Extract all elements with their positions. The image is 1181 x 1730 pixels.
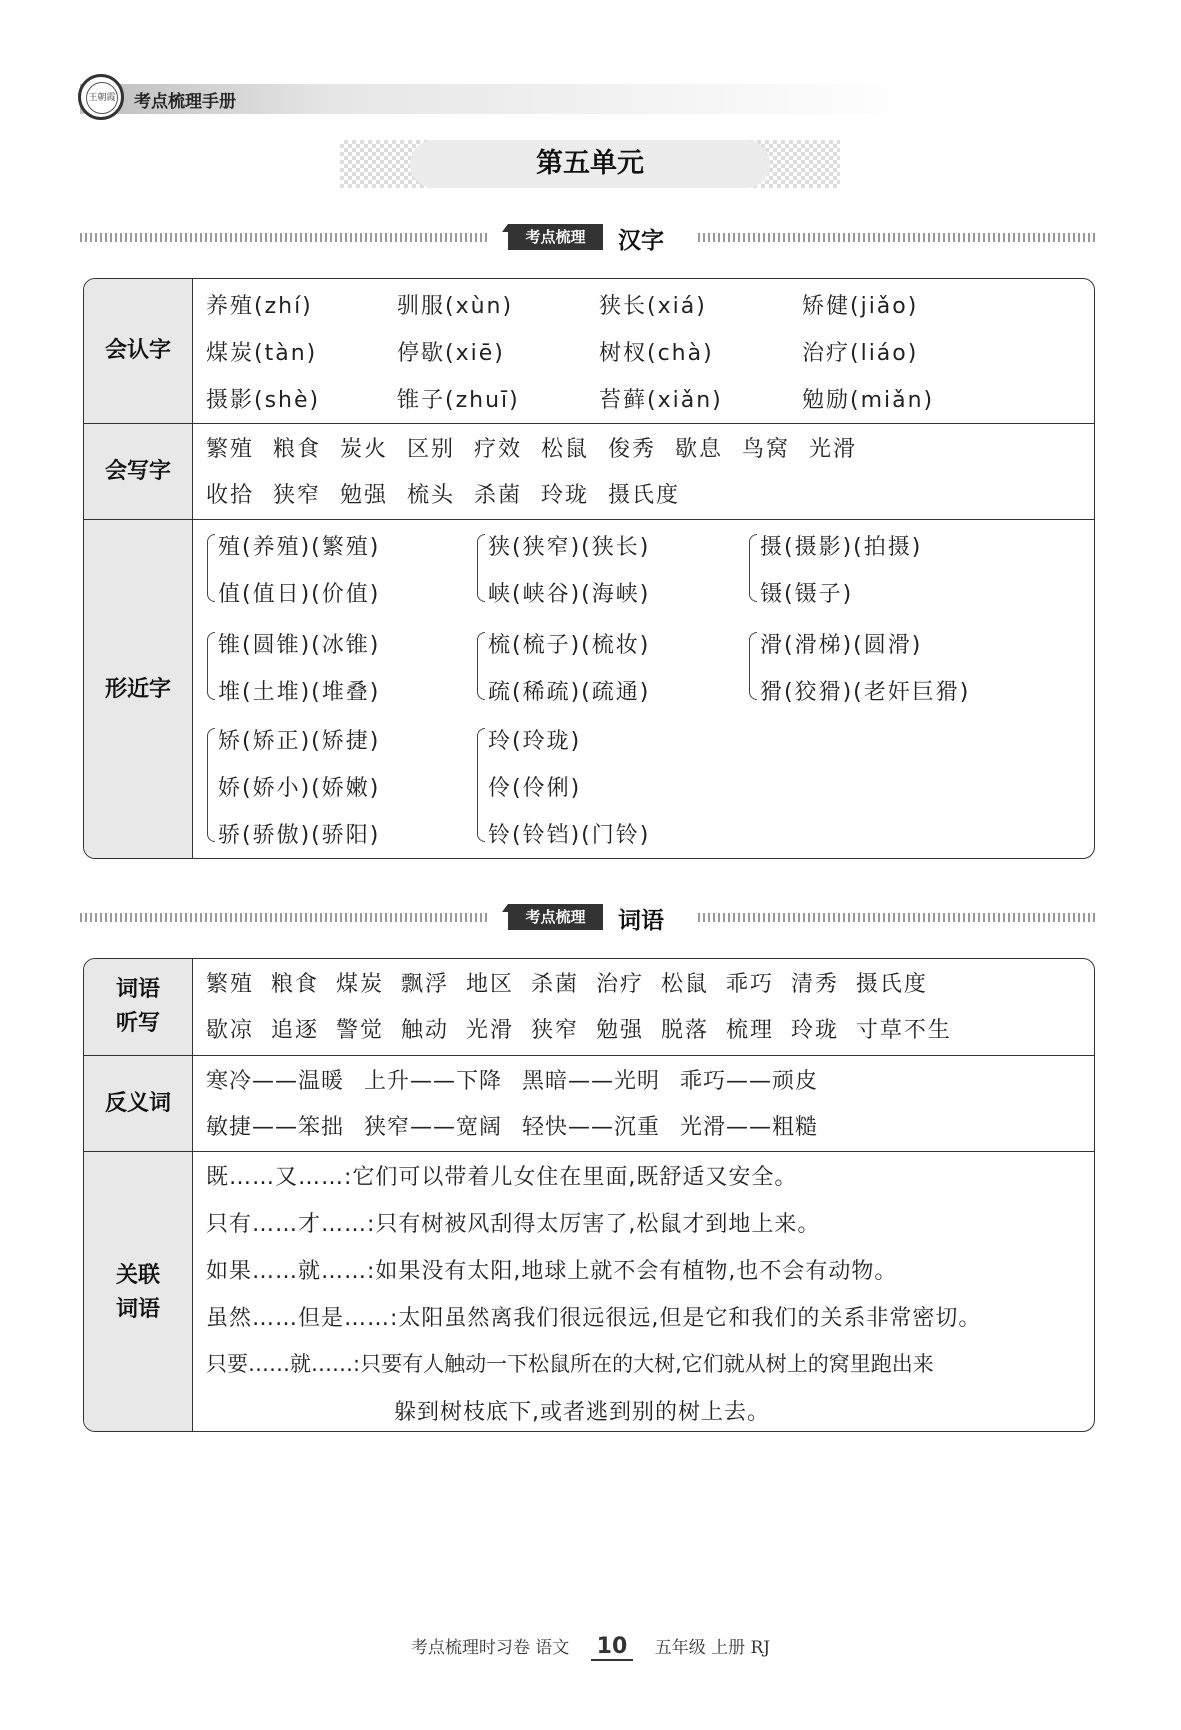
connective-example: 只有……才……:只有树被风刮得太厉害了,松鼠才到地上来。 <box>206 1212 821 1237</box>
dotted-rule <box>80 233 490 242</box>
similar-entry: 峡(峡谷)(海峡) <box>488 582 651 607</box>
row-label: 会写字 <box>84 424 193 519</box>
section-tag: 考点梳理 <box>508 904 603 930</box>
recognize-word: 驯服(xùn) <box>397 294 514 319</box>
similar-entry: 梳(梳子)(梳妆) <box>488 633 651 658</box>
similar-entry: 殖(养殖)(繁殖) <box>218 535 381 560</box>
similar-entry: 镊(镊子) <box>760 582 854 607</box>
header-title: 考点梳理手册 <box>134 92 236 112</box>
recognize-word: 锥子(zhuī) <box>397 388 520 413</box>
similar-entry: 矫(矫正)(矫捷) <box>218 729 381 754</box>
section-name: 词语 <box>618 908 664 934</box>
similar-entry: 骄(骄傲)(骄阳) <box>218 823 381 848</box>
recognize-word: 矫健(jiǎo) <box>802 294 919 319</box>
section-name: 汉字 <box>618 228 664 254</box>
brace <box>207 534 215 602</box>
antonym-line: 寒冷——温暖 上升——下降 黑暗——光明 乖巧——顽皮 <box>206 1069 818 1094</box>
similar-entry: 玲(玲珑) <box>488 729 582 754</box>
page-number: 10 <box>591 1634 634 1661</box>
dictation-line: 歇凉 追逐 警觉 触动 光滑 狭窄 勉强 脱落 梳理 玲珑 寸草不生 <box>206 1018 952 1043</box>
row-label-line: 关联 <box>115 1262 160 1288</box>
recognize-word: 树杈(chà) <box>599 341 714 366</box>
similar-entry: 堆(土堆)(堆叠) <box>218 680 381 705</box>
brand-logo-text: 王朝霞 <box>86 82 118 114</box>
recognize-word: 煤炭(tàn) <box>206 341 318 366</box>
row-label: 会认字 <box>84 279 193 423</box>
brace <box>477 632 485 700</box>
table-row-similar <box>84 519 1094 859</box>
recognize-word: 养殖(zhí) <box>206 294 313 319</box>
dotted-rule <box>698 913 1095 922</box>
section-header-hanzi <box>80 224 1095 254</box>
write-line: 繁殖 粮食 炭火 区别 疗效 松鼠 俊秀 歇息 鸟窝 光滑 <box>206 437 857 462</box>
connective-example: 既……又……:它们可以带着儿女住在里面,既舒适又安全。 <box>206 1165 798 1190</box>
recognize-word: 治疗(liáo) <box>802 341 919 366</box>
row-label-line: 词语 <box>115 1296 160 1322</box>
row-label: 反义词 <box>84 1056 193 1151</box>
hanzi-table <box>83 278 1095 859</box>
similar-entry: 铃(铃铛)(门铃) <box>488 823 651 848</box>
similar-entry: 狭(狭窄)(狭长) <box>488 535 651 560</box>
brand-logo <box>78 74 124 120</box>
recognize-word: 停歇(xiē) <box>397 341 505 366</box>
table-row-antonyms <box>84 1055 1094 1151</box>
unit-title: 第五单元 <box>410 140 770 188</box>
row-label <box>84 959 193 1055</box>
connective-example: 如果……就……:如果没有太阳,地球上就不会有植物,也不会有动物。 <box>206 1259 898 1284</box>
ciyu-table <box>83 958 1095 1432</box>
table-row-write <box>84 423 1094 519</box>
row-label-line: 词语 <box>115 977 160 1002</box>
connective-continuation: 躲到树枝底下,或者逃到别的树上去。 <box>394 1400 770 1425</box>
table-row-recognize <box>84 279 1094 423</box>
dotted-rule <box>698 233 1095 242</box>
brace <box>207 632 215 700</box>
unit-title-banner <box>340 140 840 188</box>
recognize-word: 摄影(shè) <box>206 388 321 413</box>
brace <box>477 728 485 842</box>
recognize-word: 勉励(miǎn) <box>802 388 935 413</box>
similar-entry: 娇(娇小)(娇嫩) <box>218 776 381 801</box>
section-tag: 考点梳理 <box>508 224 603 250</box>
similar-entry: 摄(摄影)(拍摄) <box>760 535 923 560</box>
row-label <box>84 1152 193 1432</box>
similar-entry: 疏(稀疏)(疏通) <box>488 680 651 705</box>
similar-entry: 伶(伶俐) <box>488 776 582 801</box>
brace <box>477 534 485 602</box>
recognize-word: 狭长(xiá) <box>599 294 707 319</box>
dotted-rule <box>80 913 490 922</box>
write-line: 收拾 狭窄 勉强 梳头 杀菌 玲珑 摄氏度 <box>206 483 680 508</box>
similar-entry: 锥(圆锥)(冰锥) <box>218 633 381 658</box>
similar-entry: 值(值日)(价值) <box>218 582 381 607</box>
row-label-line: 听写 <box>115 1011 160 1036</box>
footer-right: 五年级 上册 RJ <box>654 1638 771 1658</box>
similar-entry: 滑(滑梯)(圆滑) <box>760 633 923 658</box>
brace <box>207 728 215 842</box>
similar-entry: 猾(狡猾)(老奸巨猾) <box>760 680 971 705</box>
recognize-word: 苔藓(xiǎn) <box>599 388 723 413</box>
row-label: 形近字 <box>84 520 193 859</box>
page-footer <box>0 1633 1181 1661</box>
section-header-ciyu <box>80 904 1095 934</box>
dictation-line: 繁殖 粮食 煤炭 飘浮 地区 杀菌 治疗 松鼠 乖巧 清秀 摄氏度 <box>206 972 928 997</box>
footer-left: 考点梳理时习卷 语文 <box>410 1638 570 1658</box>
antonym-line: 敏捷——笨拙 狭窄——宽阔 轻快——沉重 光滑——粗糙 <box>206 1115 818 1140</box>
connective-example: 虽然……但是……:太阳虽然离我们很远很远,但是它和我们的关系非常密切。 <box>206 1306 982 1331</box>
brace <box>749 534 757 602</box>
table-row-dictation <box>84 959 1094 1055</box>
brace <box>749 632 757 700</box>
connective-example: 只要……就……:只要有人触动一下松鼠所在的大树,它们就从树上的窝里跑出来 <box>206 1352 934 1376</box>
table-row-connectives <box>84 1151 1094 1432</box>
